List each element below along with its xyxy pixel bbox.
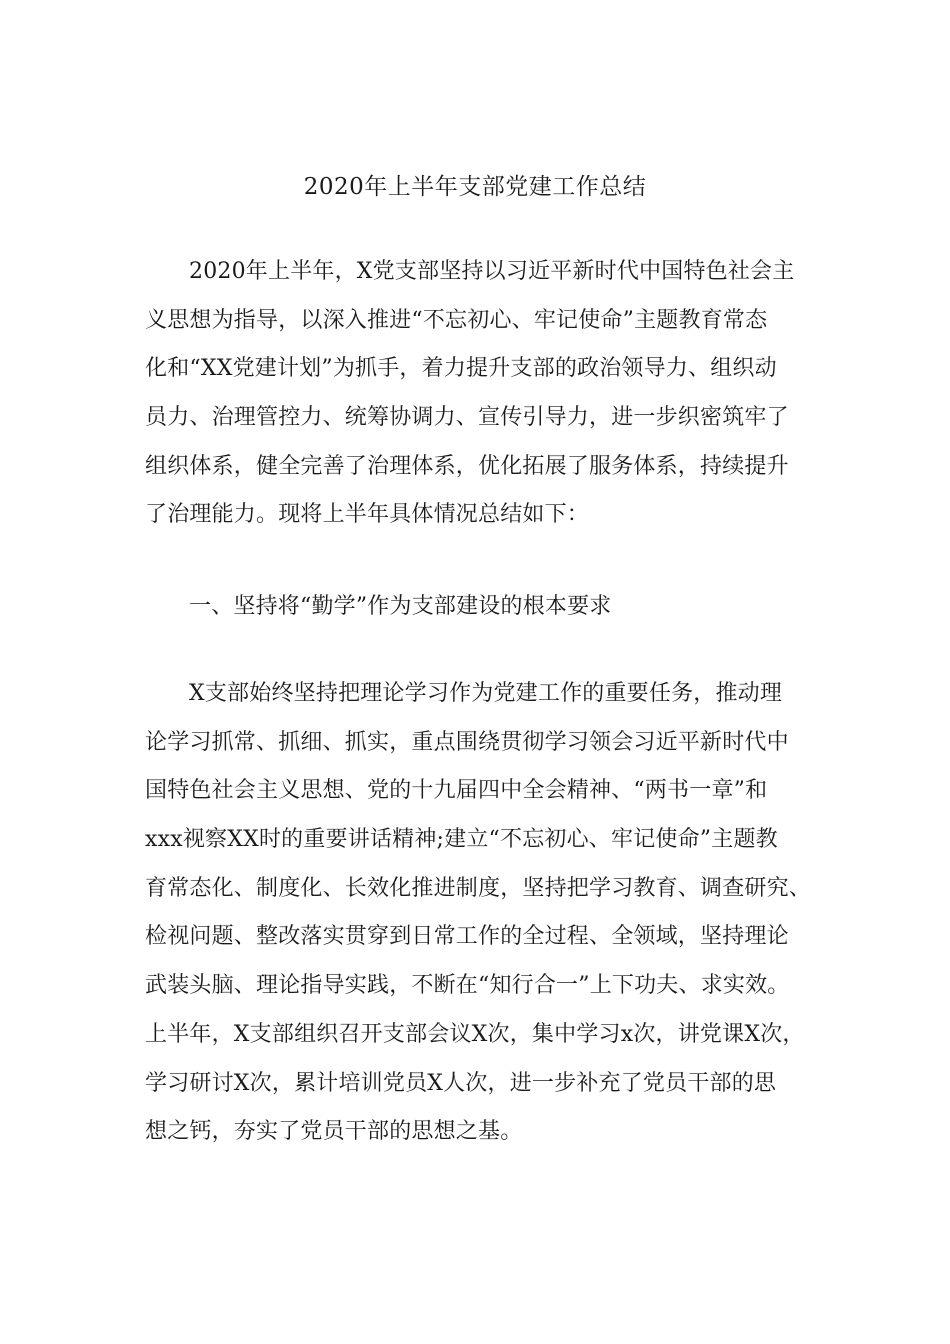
paragraph-line: 化和“XX党建计划”为抓手，着力提升支部的政治领导力、组织动 xyxy=(145,356,777,382)
paragraph-line: 组织体系，健全完善了治理体系，优化拓展了服务体系，持续提升 xyxy=(145,453,789,479)
paragraph-line: 2020年上半年，X党支部坚持以习近平新时代中国特色社会主 xyxy=(189,259,795,284)
paragraph-line: 了治理能力。现将上半年具体情况总结如下： xyxy=(145,502,590,528)
paragraph-line: 义思想为指导，以深入推进“不忘初心、牢记使命”主题教育常态 xyxy=(145,307,768,333)
paragraph-line: 想之钙，夯实了党员干部的思想之基。 xyxy=(145,1119,523,1145)
paragraph-line: 检视问题、整改落实贯穿到日常工作的全过程、全领域，坚持理论 xyxy=(145,924,789,950)
intro-paragraph xyxy=(145,255,835,547)
paragraph-line: 论学习抓常、抓细、抓实，重点围绕贯彻学习领会习近平新时代中 xyxy=(145,729,789,755)
paragraph-line: 员力、治理管控力、统筹协调力、宣传引导力，进一步织密筑牢了 xyxy=(145,405,789,431)
paragraph-line: X支部始终坚持把理论学习作为党建工作的重要任务，推动理 xyxy=(189,681,783,706)
section-heading-text: 一、坚持将“勤学”作为支部建设的根本要求 xyxy=(189,594,612,619)
document-title: 2020年上半年支部党建工作总结 xyxy=(303,174,647,200)
paragraph-line: 育常态化、制度化、长效化推进制度，坚持把学习教育、调查研究、 xyxy=(145,875,812,901)
paragraph-line: 武装头脑、理论指导实践，不断在“知行合一”上下功夫、求实效。 xyxy=(145,973,790,999)
paragraph-line: xxx视察XX时的重要讲话精神;建立“不忘初心、牢记使命”主题教 xyxy=(145,827,778,853)
paragraph-line: 上半年，X支部组织召开支部会议X次，集中学习x次，讲党课X次， xyxy=(145,1021,805,1047)
paragraph-line: 学习研讨X次，累计培训党员X人次，进一步补充了党员干部的思 xyxy=(145,1070,777,1096)
section-heading xyxy=(145,590,835,639)
paragraph-line: 国特色社会主义思想、党的十九届四中全会精神、“两书一章”和 xyxy=(145,778,768,804)
section-paragraph xyxy=(145,677,835,1164)
